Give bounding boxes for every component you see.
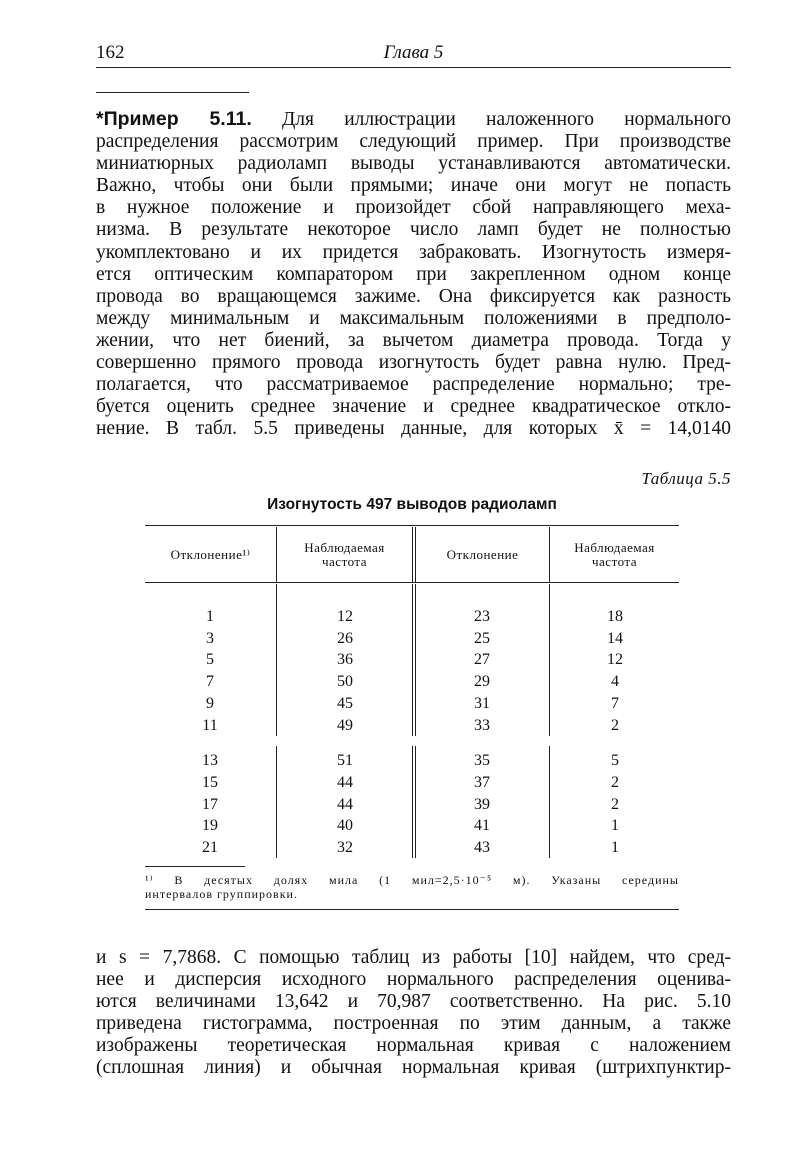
text-line: полагается, что рассматриваемое распределение нормально; тре-	[96, 374, 731, 396]
cell-deviation: 39	[474, 795, 490, 813]
cell-frequency: 14	[607, 629, 623, 647]
cell-frequency: 50	[337, 673, 353, 691]
header-frequency-line1: Наблюдаемая	[574, 540, 655, 555]
cell-frequency: 36	[337, 651, 353, 669]
cell-deviation: 31	[474, 694, 490, 712]
table-footnote	[145, 873, 679, 901]
cell-frequency: 2	[611, 716, 619, 734]
text-line: миниатюрных радиоламп выводы устанавливаются автоматически.	[96, 153, 731, 175]
table-header-rule	[145, 582, 679, 583]
column-divider	[412, 746, 413, 858]
column-divider	[415, 746, 416, 858]
table-bottom-rule	[145, 909, 679, 910]
example-paragraph	[96, 108, 731, 440]
cell-deviation: 37	[474, 773, 490, 791]
page-number: 162	[96, 42, 125, 63]
text-line: в нужное положение и произойдет сбой направляющего меха-	[96, 197, 731, 219]
cell-frequency: 7	[611, 694, 619, 712]
cell-deviation: 19	[202, 817, 218, 835]
cell-frequency: 44	[337, 795, 353, 813]
header-frequency-line2: частота	[591, 554, 638, 569]
header-deviation: Отклонение	[446, 547, 519, 562]
example-first-line	[96, 108, 731, 131]
cell-frequency: 12	[607, 651, 623, 669]
cell-deviation: 9	[206, 694, 214, 712]
cell-frequency: 32	[337, 839, 353, 856]
column-divider	[412, 527, 413, 582]
text-line: буется оценить среднее значение и среднее квадратическое откло-	[96, 396, 731, 418]
text-line: (сплошная линия) и обычная нормальная кривая (штрихпунктир-	[96, 1057, 731, 1079]
column-divider	[415, 584, 416, 736]
cell-deviation: 5	[206, 651, 214, 669]
cell-deviation: 27	[474, 651, 490, 669]
example-heading: *Пример 5.11.	[96, 108, 252, 130]
text-line: низма. В результате некоторое число ламп будет не полностью	[96, 219, 731, 241]
cell-frequency: 26	[337, 629, 353, 647]
cell-deviation: 3	[206, 629, 214, 647]
cell-frequency: 1	[611, 817, 619, 835]
continuation-paragraph	[96, 947, 731, 1080]
cell-deviation: 7	[206, 673, 214, 691]
cell-frequency: 44	[337, 773, 353, 791]
cell-deviation: 11	[202, 716, 218, 734]
page-header	[96, 42, 731, 66]
section-rule	[96, 92, 249, 93]
running-title: Глава 5	[383, 42, 444, 63]
cell-frequency: 12	[337, 608, 353, 625]
cell-frequency: 51	[337, 752, 353, 770]
cell-frequency: 2	[611, 773, 619, 791]
cell-frequency: 5	[611, 752, 619, 770]
cell-frequency: 4	[611, 673, 619, 691]
cell-deviation: 17	[202, 795, 218, 813]
table-title: Изогнутость 497 выводов радиоламп	[267, 496, 557, 513]
column-divider	[412, 584, 413, 736]
column-divider	[276, 746, 277, 858]
column-divider	[549, 746, 550, 858]
column-divider	[549, 584, 550, 736]
cell-frequency: 49	[337, 716, 353, 734]
header-frequency-line2: частота	[321, 554, 368, 569]
text-line: нее и дисперсия исходного нормального распределения оценива-	[96, 969, 731, 991]
table-top-rule	[145, 525, 679, 526]
text-line: Для иллюстрации наложенного нормального	[251, 109, 731, 130]
header-rule	[96, 67, 731, 68]
text-line: и s = 7,7868. С помощью таблиц из работы [10] найдем, что сред-	[96, 947, 731, 968]
text-line: жении, что нет биений, за вычетом диаметра провода. Тогда у	[96, 329, 731, 351]
cell-deviation: 25	[474, 629, 490, 647]
cell-deviation: 43	[474, 839, 490, 856]
cell-frequency: 40	[337, 817, 353, 835]
header-frequency-line1: Наблюдаемая	[304, 540, 385, 555]
table-label: Таблица 5.5	[641, 469, 731, 488]
cell-deviation: 1	[206, 608, 214, 625]
cell-frequency: 45	[337, 694, 353, 712]
cell-deviation: 33	[474, 716, 490, 734]
text-line: между минимальным и максимальным положениями в предполо-	[96, 307, 731, 329]
text-line: совершенно прямого провода изогнутость будет равна нулю. Пред-	[96, 352, 731, 374]
cell-deviation: 23	[474, 608, 490, 625]
text-line: распределения рассмотрим следующий пример. При производстве	[96, 131, 731, 153]
column-divider	[276, 584, 277, 736]
text-line: ются величинами 13,642 и 70,987 соответственно. На рис. 5.10	[96, 991, 731, 1013]
cell-deviation: 21	[202, 839, 218, 856]
footnote-rule	[145, 866, 245, 867]
cell-deviation: 15	[202, 773, 218, 791]
cell-deviation: 29	[474, 673, 490, 691]
text-line: нение. В табл. 5.5 приведены данные, для которых x̄ = 14,0140	[96, 418, 731, 440]
cell-frequency: 18	[607, 608, 623, 625]
header-deviation: Отклонение¹⁾	[170, 547, 251, 562]
text-line: провода во вращающемся зажиме. Она фиксируется как разность	[96, 285, 731, 307]
cell-frequency: 1	[611, 839, 619, 856]
text-line: приведена гистограмма, построенная по этим данным, а также	[96, 1013, 731, 1035]
footnote-line: ¹⁾ В десятых долях мила (1 мил=2,5·10⁻⁵ м). Указаны середины	[145, 873, 679, 887]
cell-deviation: 41	[474, 817, 490, 835]
text-line: Важно, чтобы они были прямыми; иначе они могут не попасть	[96, 175, 731, 197]
footnote-line: интервалов группировки.	[145, 887, 298, 901]
cell-deviation: 35	[474, 752, 490, 770]
text-line: изображены теоретическая нормальная кривая с наложением	[96, 1035, 731, 1057]
data-table	[145, 525, 679, 860]
text-line: ется оптическим компаратором при закрепленном одном конце	[96, 263, 731, 285]
cell-frequency: 2	[611, 795, 619, 813]
cell-deviation: 13	[202, 752, 218, 770]
text-line: укомплектовано и их придется забраковать. Изогнутость измеря-	[96, 241, 731, 263]
